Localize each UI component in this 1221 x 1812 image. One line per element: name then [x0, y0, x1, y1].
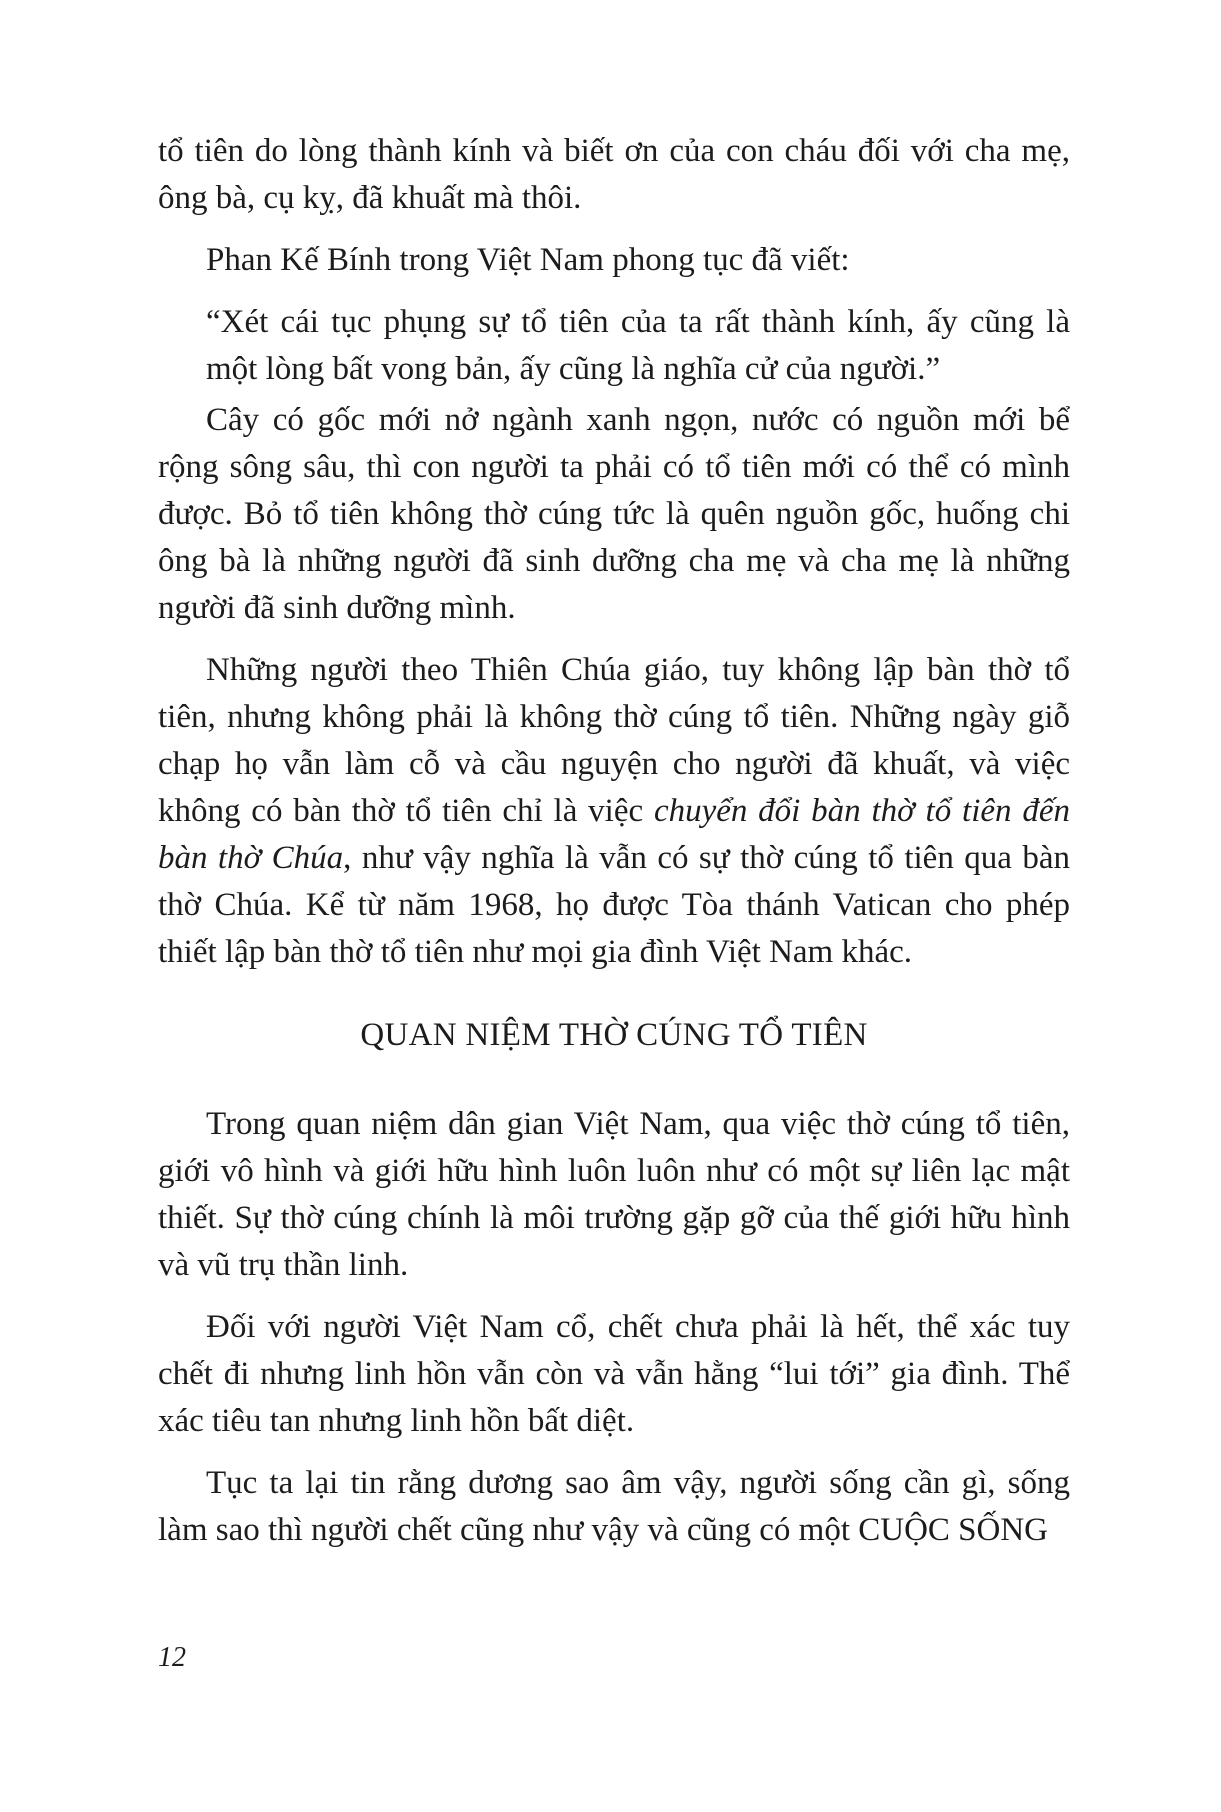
paragraph-catholic-italic: chuyển đổi bàn thờ tổ tiên đến bàn thờ Chúa [158, 793, 1070, 876]
top-text-block [158, 128, 1070, 393]
paragraph-roots: Cây có gốc mới nở ngành xanh ngọn, nước có nguồn mới bể rộng sông sâu, thì con người ta phải có tổ tiên mới có thể có mình được. Bỏ tổ tiên không thờ cúng tức là quên nguồn gốc, huống chi ông bà là những người đã sinh dưỡng cha mẹ và cha mẹ là những người đã sinh dưỡng mình. [158, 402, 1070, 626]
middle-text-block [158, 397, 1070, 976]
paragraph-catholic [158, 647, 1070, 976]
paragraph-citation-intro: Phan Kế Bính trong Việt Nam phong tục đã viết: [206, 242, 850, 278]
paragraph-continuation: tổ tiên do lòng thành kính và biết ơn của con cháu đối với cha mẹ, ông bà, cụ kỵ, đã khuất mà thôi. [158, 133, 1070, 216]
bottom-text-block [158, 1101, 1070, 1554]
page-number: 12 [158, 1642, 186, 1673]
block-quote: “Xét cái tục phụng sự tổ tiên của ta rất thành kính, ấy cũng là một lòng bất vong bản, ấy cũng là nghĩa cử của người.” [206, 304, 1070, 387]
paragraph-folk-belief: Trong quan niệm dân gian Việt Nam, qua việc thờ cúng tổ tiên, giới vô hình và giới hữu hình luôn luôn như có một sự liên lạc mật thiết. Sự thờ cúng chính là môi trường gặp gỡ của thế giới hữu hình và vũ trụ thần linh. [158, 1106, 1070, 1283]
paragraph-afterlife: Tục ta lại tin rằng dương sao âm vậy, người sống cần gì, sống làm sao thì người chết cũng như vậy và cũng có một CUỘC SỐNG [158, 1465, 1070, 1548]
paragraph-catholic-text-2: , như vậy nghĩa là vẫn có sự thờ cúng tổ tiên qua bàn thờ Chúa. Kể từ năm 1968, họ được Tòa thánh Vatican cho phép thiết lập bàn thờ tổ tiên như mọi gia đình Việt Nam khác. [158, 840, 1070, 970]
paragraph-soul: Đối với người Việt Nam cổ, chết chưa phải là hết, thể xác tuy chết đi nhưng linh hồn vẫn còn và vẫn hằng “lui tới” gia đình. Thể xác tiêu tan nhưng linh hồn bất diệt. [158, 1309, 1070, 1439]
section-heading: QUAN NIỆM THỜ CÚNG TỔ TIÊN [360, 1017, 868, 1053]
paragraph-catholic-text-1: Những người theo Thiên Chúa giáo, tuy không lập bàn thờ tổ tiên, nhưng không phải là không thờ cúng tổ tiên. Những ngày giỗ chạp họ vẫn làm cỗ và cầu nguyện cho người đã khuất, và việc không có bàn thờ tổ tiên chỉ là việc [158, 652, 1070, 829]
